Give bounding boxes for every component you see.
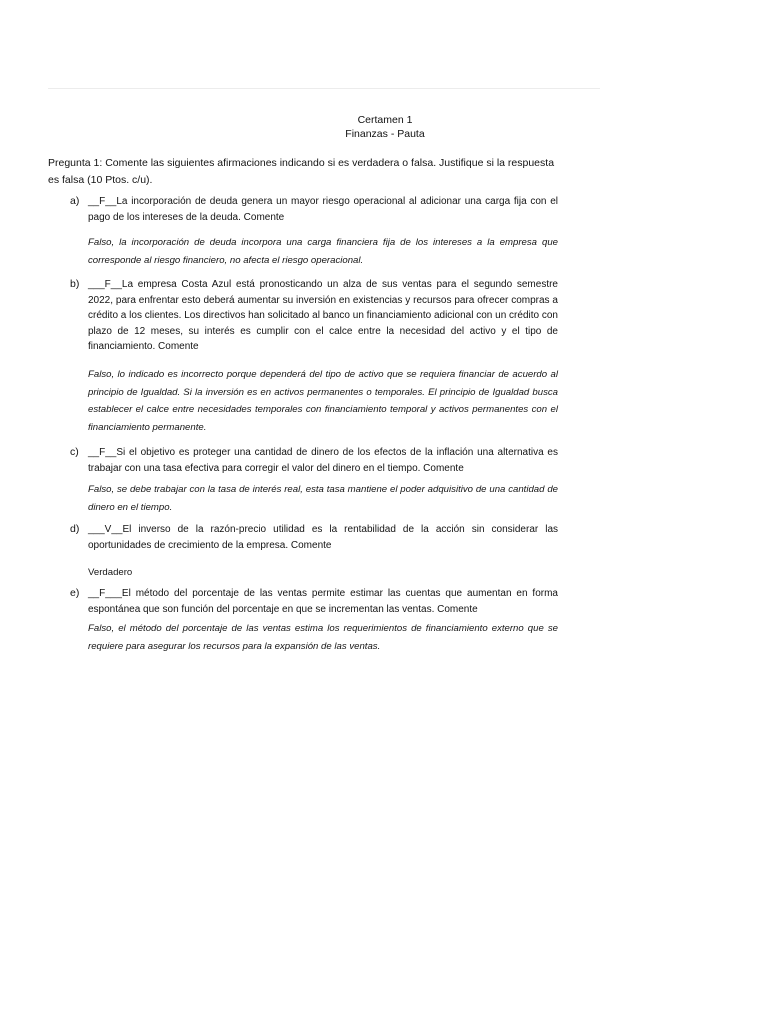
document-subtitle: Finanzas - Pauta (345, 128, 425, 140)
item-answer: Falso, se debe trabajar con la tasa de interés real, esta tasa mantiene el poder adquisitivo de una cantidad de dinero en el tiempo. (88, 484, 558, 513)
item-answer: Verdadero (88, 567, 133, 578)
document-title: Certamen 1 (357, 114, 413, 126)
item-answer: Falso, la incorporación de deuda incorpora una carga financiera fija de los intereses a la empresa que corresponde al riesgo financiero, no afecta el riesgo operacional. (88, 237, 558, 266)
item-marker: a) (70, 195, 80, 207)
item-answer: Falso, lo indicado es incorrecto porque dependerá del tipo de activo que se requiera financiar de acuerdo al principio de Igualdad. Si la inversión es en activos permanentes o temporales. El principio de Igualdad busca establecer el calce entre necesidades temporales con financiamiento temporal y activos permanentes con el financiamiento permanente. (88, 369, 558, 433)
item-marker: e) (70, 587, 80, 599)
item-marker: c) (70, 446, 79, 458)
item-marker: b) (70, 278, 80, 290)
item-answer: Falso, el método del porcentaje de las ventas estima los requerimientos de financiamiento externo que se requiere para asegurar los recursos para la expansión de las ventas. (88, 623, 558, 652)
item-statement: ___V__El inverso de la razón-precio utilidad es la rentabilidad de la acción sin considerar las oportunidades de crecimiento de la empresa. Comente (88, 524, 558, 551)
page-top-rule (48, 88, 600, 89)
item-statement: __F___El método del porcentaje de las ventas permite estimar las cuentas que aumentan en forma espontánea que son función del porcentaje en que se incrementan las ventas. Comente (88, 588, 558, 615)
item-marker: d) (70, 523, 80, 535)
item-statement: __F__La incorporación de deuda genera un mayor riesgo operacional al adicionar una carga fija con el pago de los intereses de la deuda. Comente (88, 196, 558, 223)
question-prompt: Pregunta 1: Comente las siguientes afirmaciones indicando si es verdadera o falsa. Justifique si la respuesta es falsa (10 Ptos. c/u). (48, 157, 555, 186)
item-statement: ___F__La empresa Costa Azul está pronosticando un alza de sus ventas para el segundo semestre 2022, para enfrentar esto deberá aumentar su inversión en existencias y recursos para ofrecer compras a crédito a los clientes. Los directivos han solicitado al banco un financiamiento adicional con un crédito con plazo de 12 meses, su interés es cumplir con el calce entre la necesidad del activo y el tipo de financiamiento. Comente (88, 279, 558, 352)
item-statement: __F__Si el objetivo es proteger una cantidad de dinero de los efectos de la inflación una alternativa es trabajar con una tasa efectiva para corregir el valor del dinero en el tiempo. Comente (88, 447, 558, 474)
